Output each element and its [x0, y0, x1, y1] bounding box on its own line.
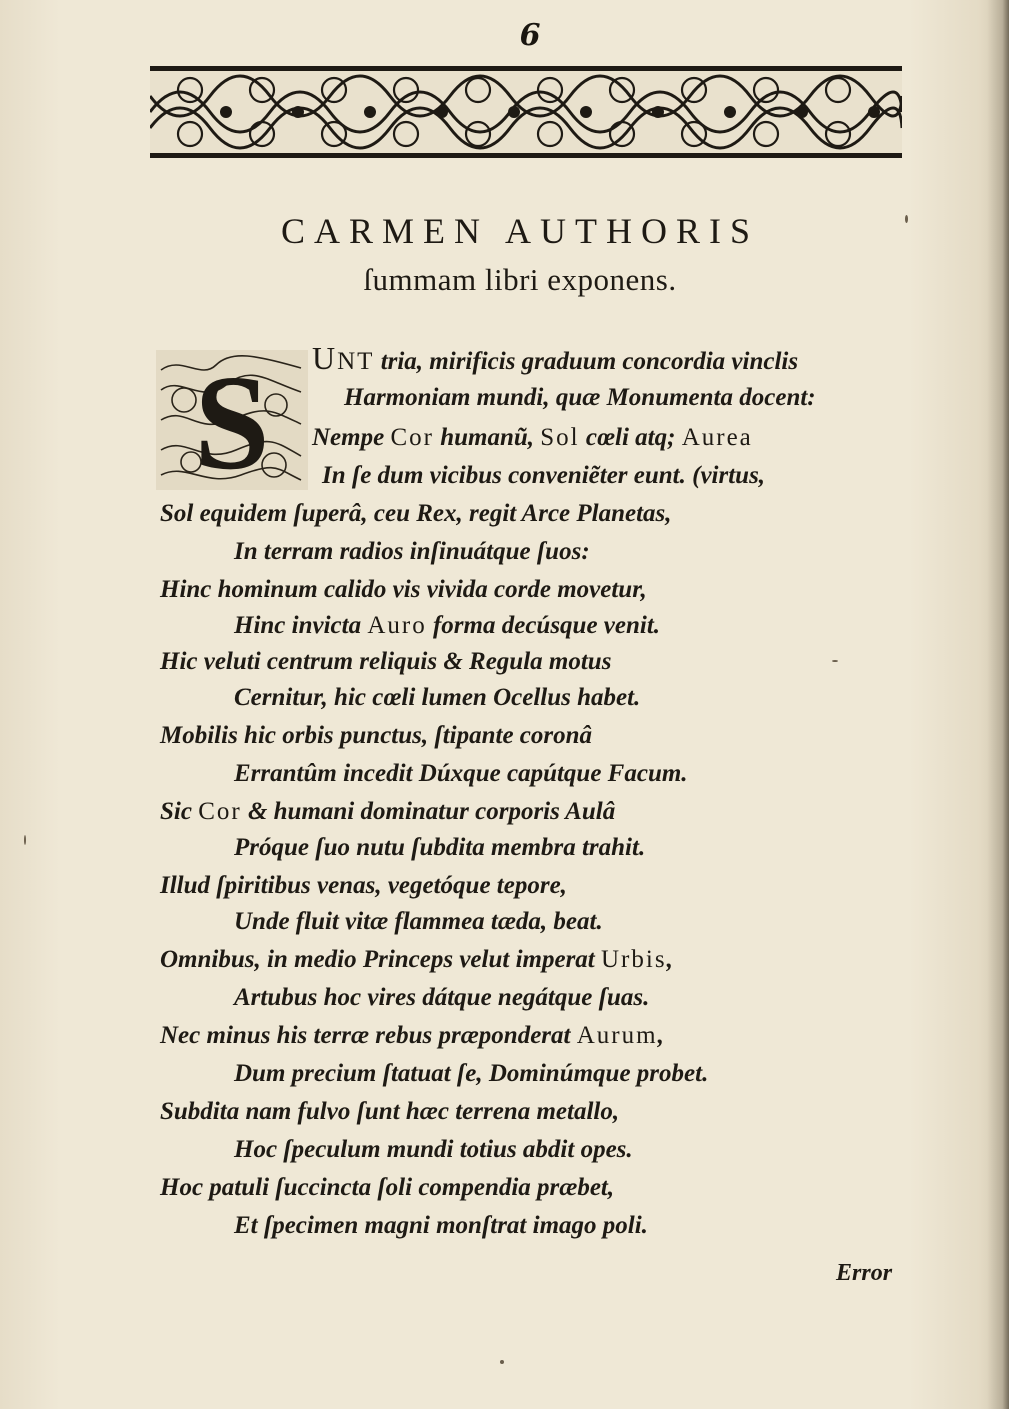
poem-line-22: Hoc ſpeculum mundi totius abdit opes.	[234, 1136, 633, 1163]
poem-line-2: Harmoniam mundi, quæ Monumenta docent:	[344, 384, 816, 411]
poem-line-14: Próque ſuo nutu ſubdita membra trahit.	[234, 834, 646, 861]
poem-line-11: Mobilis hic orbis punctus, ſtipante coronâ	[160, 722, 593, 749]
poem-line-16: Unde fluit vitæ flammea tæda, beat.	[234, 908, 603, 935]
poem-line-17: Omnibus, in medio Princeps velut imperat Urbis,	[160, 946, 673, 973]
poem-line-4: In ſe dum vicibus conveniẽter eunt. (virtus,	[322, 462, 766, 489]
page-number: 6	[519, 18, 541, 53]
poem-line-24: Et ſpecimen magni monſtrat imago poli.	[234, 1212, 648, 1239]
poem-line-5: Sol equidem ſuperâ, ceu Rex, regit Arce Planetas,	[160, 500, 672, 527]
paper-speck	[24, 835, 26, 845]
poem-line-19: Nec minus his terræ rebus præponderat Aurum,	[160, 1022, 664, 1049]
poem-line-23: Hoc patuli ſuccincta ſoli compendia præbet,	[160, 1174, 615, 1201]
decorated-initial-s-icon	[156, 350, 308, 490]
page-subtitle: ſummam libri exponens.	[363, 262, 677, 297]
poem-line-21: Subdita nam fulvo ſunt hæc terrena metallo,	[160, 1098, 620, 1125]
poem-line-9: Hic veluti centrum reliquis & Regula motus	[160, 648, 612, 675]
poem-line-15: Illud ſpiritibus venas, vegetóque tepore,	[160, 872, 567, 899]
catchword: Error	[836, 1260, 893, 1286]
paper-speck	[832, 660, 838, 662]
poem-line-1: UNT tria, mirificis graduum concordia vinclis	[312, 340, 799, 376]
poem-line-7: Hinc hominum calido vis vivida corde movetur,	[160, 576, 647, 603]
dropcap-letter: S	[194, 350, 270, 490]
poem-line-6: In terram radios inſinuátque ſuos:	[234, 538, 590, 565]
poem-line-8: Hinc invicta Auro forma decúsque venit.	[234, 612, 661, 639]
page-title: CARMEN AUTHORIS	[280, 211, 760, 251]
paper-speck	[905, 215, 908, 223]
poem-line-20: Dum precium ſtatuat ſe, Dominúmque probet.	[234, 1060, 709, 1087]
poem-line-18: Artubus hoc vires dátque negátque ſuas.	[234, 984, 650, 1011]
poem-line-10: Cernitur, hic cœli lumen Ocellus habet.	[234, 684, 641, 711]
poem-line-13: Sic Cor & humani dominatur corporis Aulâ	[160, 798, 616, 825]
page-gutter-shadow	[987, 0, 1009, 1409]
poem-line-12: Errantûm incedit Dúxque capútque Facum.	[234, 760, 688, 787]
floral-ornament-band-icon	[150, 66, 902, 158]
poem-line-3: Nempe Cor humanũ, Sol cœli atq; Aurea	[312, 424, 753, 451]
paper-speck	[500, 1360, 504, 1364]
